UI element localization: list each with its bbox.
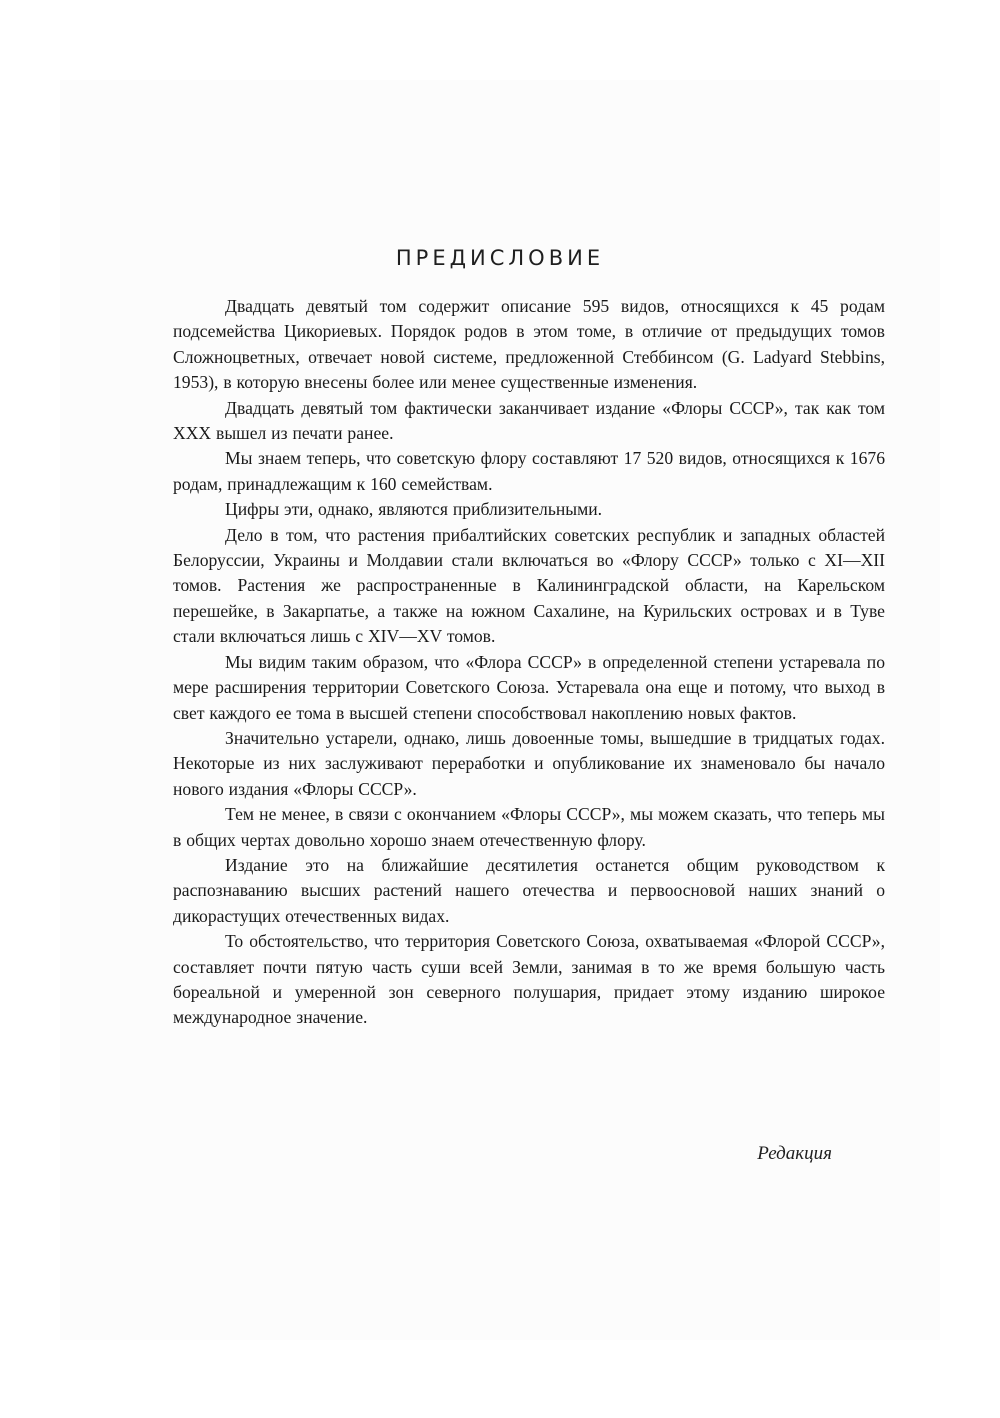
paragraph-territory-inclusion: Дело в том, что растения прибалтийских советских республик и западных областей Белоруссии, Украины и Молдавии стали включаться во «Флору СССР» только с XI—XII томов. Растения же распространенные в Калининградской области, на Карельском перешейке, в Закарпатье, а также на южном Сахалине, на Курильских островах и в Туве стали включаться лишь с XIV—XV томов. xyxy=(173,524,885,647)
paragraph-guide-role: Издание это на ближайшие десятилетия останется общим руководством к распознаванию высших растений нашего отечества и первоосновой наших знаний о дикорастущих отечественных видах. xyxy=(173,854,885,926)
paragraph-species-count: Мы знаем теперь, что советскую флору составляют 17 520 видов, относящихся к 1676 родам, принадлежащим к 160 семействам. xyxy=(173,448,885,494)
paragraph-flora-knowledge: Тем не менее, в связи с окончанием «Флоры СССР», мы можем сказать, что теперь мы в общих чертах довольно хорошо знаем отечественную флору. xyxy=(173,804,885,850)
paragraph-approximate-figures: Цифры эти, однако, являются приблизительными. xyxy=(225,499,603,520)
preface-body xyxy=(173,294,885,1031)
paragraph-volume-description: Двадцать девятый том содержит описание 595 видов, относящихся к 45 родам подсемейства Цикориевых. Порядок родов в этом томе, в отличие от предыдущих томов Сложноцветных, отвечает новой системе, предложенной Стеббинсом (G. Ladyard Stebbins, 1953), в которую внесены более или менее существенные изменения. xyxy=(173,296,885,393)
paragraph-prewar-volumes: Значительно устарели, однако, лишь довоенные томы, вышедшие в тридцатых годах. Некоторые из них заслуживают переработки и опубликование их знаменовало бы начало нового издания «Флоры СССР». xyxy=(173,727,885,799)
page-title: ПРЕДИСЛОВИЕ xyxy=(395,246,605,270)
editorial-signature: Редакция xyxy=(757,1143,832,1164)
paragraph-edition-completion: Двадцать девятый том фактически заканчивает издание «Флоры СССР», так как том XXX вышел из печати ранее. xyxy=(173,397,885,444)
paragraph-outdating: Мы видим таким образом, что «Флора СССР» в определенной степени устаревала по мере расширения территории Советского Союза. Устаревала она еще и потому, что выход в свет каждого ее тома в высшей степени способствовал накоплению новых фактов. xyxy=(173,651,885,723)
paragraph-international-significance: То обстоятельство, что территория Советского Союза, охватываемая «Флорой СССР», составляет почти пятую часть суши всей Земли, занимая в то же время большую часть бореальной и умеренной зон северного полушария, придает этому изданию широкое международное значение. xyxy=(173,931,885,1028)
